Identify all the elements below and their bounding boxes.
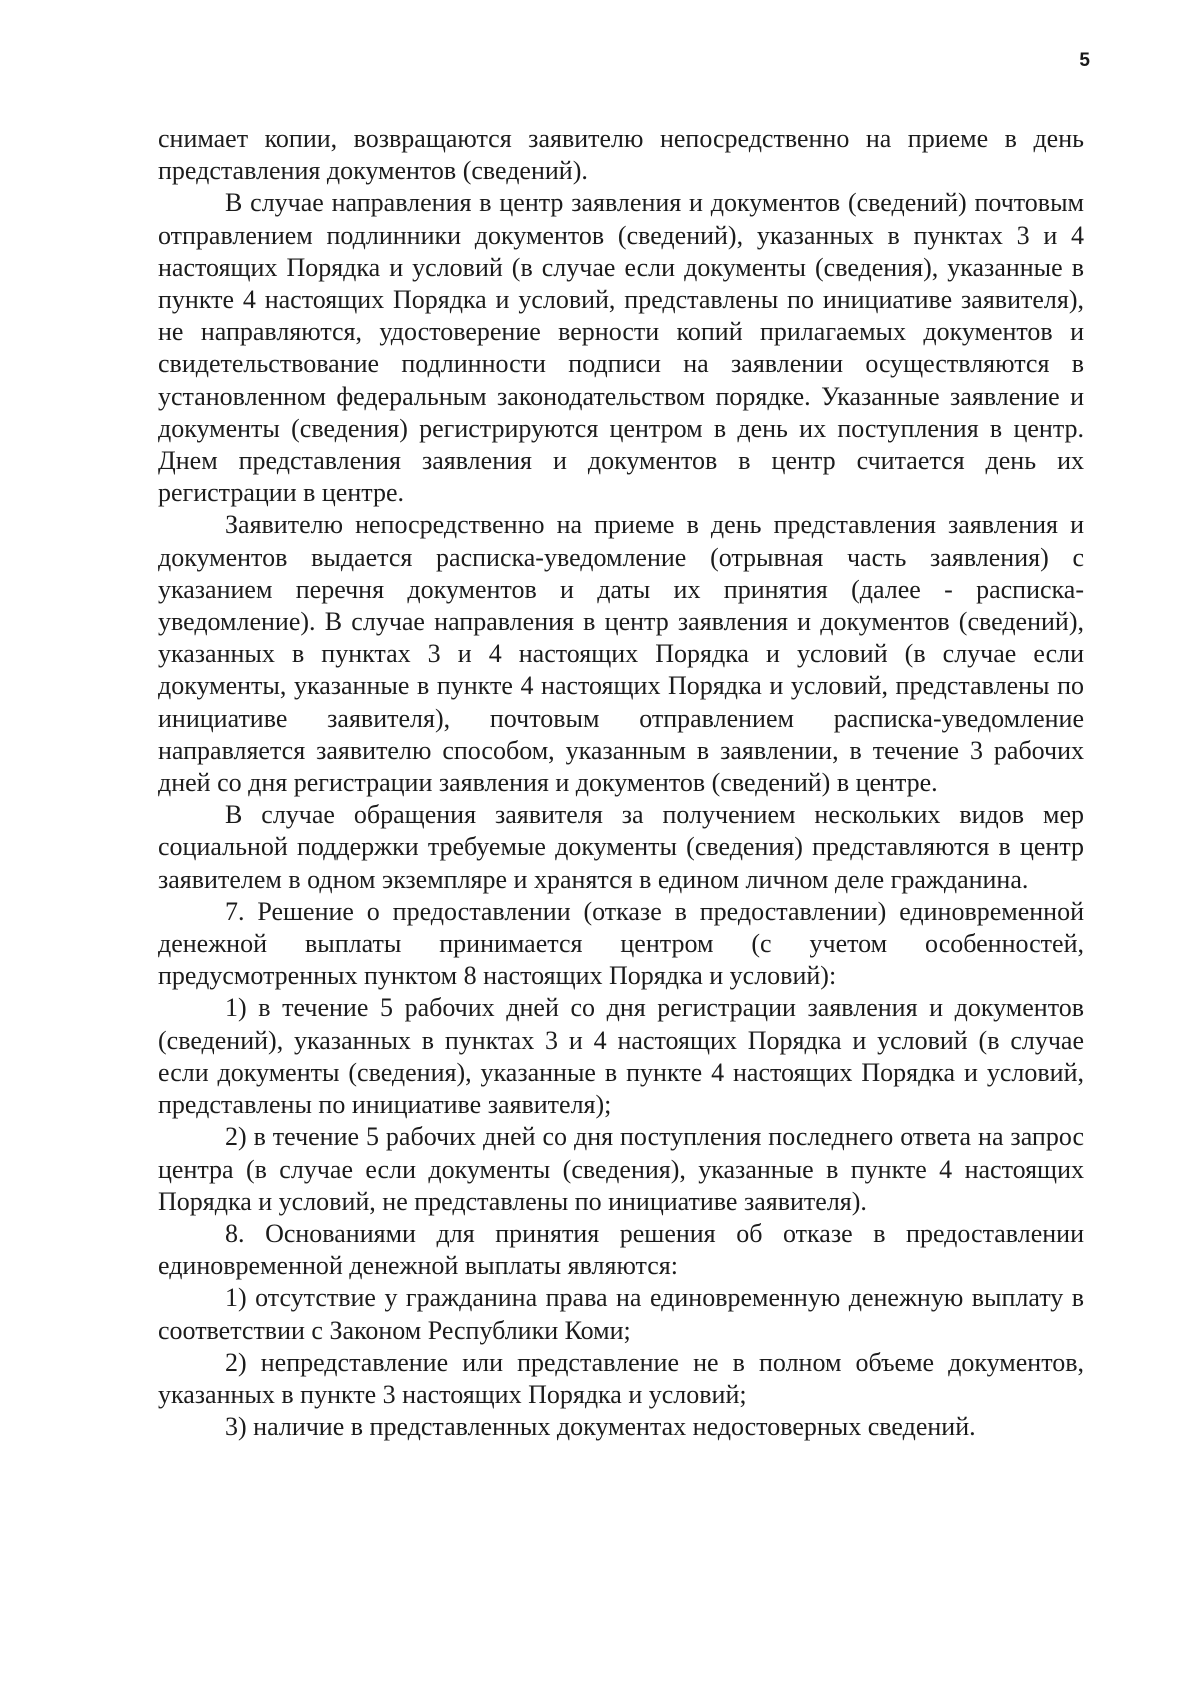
clause-8-item-1: 1) отсутствие у гражданина права на единовременную денежную выплату в соответствии с Законом Республики Коми; — [158, 1283, 1084, 1345]
paragraph-postal-submission: В случае направления в центр заявления и документов (сведений) почтовым отправлением подлинники документов (сведений), указанных в пунктах 3 и 4 настоящих Порядка и условий (в случае если документы (сведения), указанные в пункте 4 настоящих Порядка и условий, представлены по инициативе заявителя), не направляются, удостоверение верности копий прилагаемых документов и свидетельствование подлинности подписи на заявлении осуществляются в установленном федеральным законодательством порядке. Указанные заявление и документы (сведения) регистрируются центром в день их поступления в центр. Днем представления заявления и документов в центр считается день их регистрации в центре. — [158, 188, 1084, 508]
clause-7-item-1: 1) в течение 5 рабочих дней со дня регистрации заявления и документов (сведений), указанных в пунктах 3 и 4 настоящих Порядка и условий (в случае если документы (сведения), указанные в пункте 4 настоящих Порядка и условий, представлены по инициативе заявителя); — [158, 993, 1084, 1120]
clause-7-item-2: 2) в течение 5 рабочих дней со дня поступления последнего ответа на запрос центра (в случае если документы (сведения), указанные в пункте 4 настоящих Порядка и условий, не представлены по инициативе заявителя). — [158, 1122, 1084, 1216]
paragraph-continuation: снимает копии, возвращаются заявителю непосредственно на приеме в день представления документов (сведений). — [158, 124, 1084, 186]
clause-8-item-2: 2) непредставление или представление не в полном объеме документов, указанных в пункте 3 настоящих Порядка и условий; — [158, 1347, 1084, 1409]
clause-8-grounds-for-refusal: 8. Основаниями для принятия решения об отказе в предоставлении единовременной денежной выплаты являются: — [158, 1218, 1084, 1281]
paragraph-multiple-measures: В случае обращения заявителя за получением нескольких видов мер социальной поддержки требуемые документы (сведения) представляются в центр заявителем в одном экземпляре и хранятся в едином личном деле гражданина. — [158, 800, 1084, 894]
clause-7-decision: 7. Решение о предоставлении (отказе в предоставлении) единовременной денежной выплаты принимается центром (с учетом особенностей, предусмотренных пунктом 8 настоящих Порядка и условий): — [158, 896, 1084, 991]
document-body — [158, 123, 1084, 1443]
paragraph-receipt-notification: Заявителю непосредственно на приеме в день представления заявления и документов выдается расписка-уведомление (отрывная часть заявления) с указанием перечня документов и даты их принятия (далее - расписка-уведомление). В случае направления в центр заявления и документов (сведений), указанных в пунктах 3 и 4 настоящих Порядка и условий (в случае если документы, указанные в пункте 4 настоящих Порядка и условий, представлены по инициативе заявителя), почтовым отправлением расписка-уведомление направляется заявителю способом, указанным в заявлении, в течение 3 рабочих дней со дня регистрации заявления и документов (сведений) в центре. — [158, 510, 1084, 798]
clause-8-item-3: 3) наличие в представленных документах недостоверных сведений. — [225, 1412, 976, 1442]
page-number: 5 — [1079, 50, 1090, 71]
